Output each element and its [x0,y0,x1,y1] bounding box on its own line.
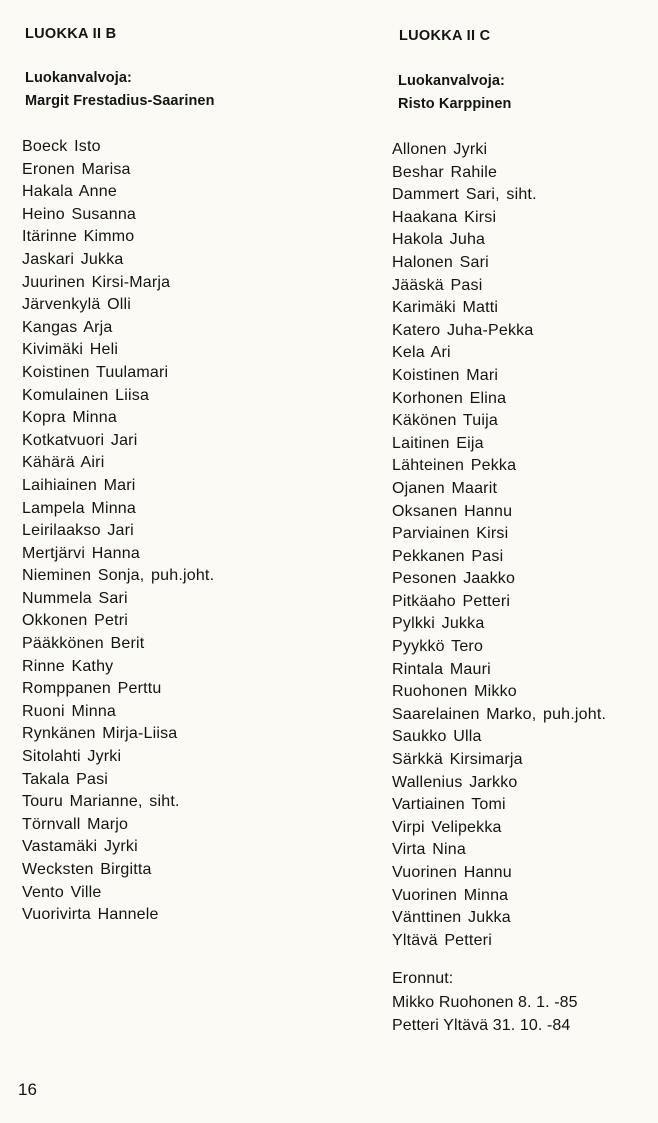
student-name: Mertjärvi Hanna [22,544,140,562]
student-name: Vänttinen Jukka [392,909,511,927]
class-b-student-list [22,136,214,927]
student-name: Kopra Minna [22,409,117,427]
student-name: Rinne Kathy [22,657,114,675]
departed-entry: Petteri Yltävä 31. 10. -84 [392,1017,571,1034]
student-name: Kela Ari [392,344,451,362]
student-name: Okkonen Petri [22,612,128,630]
student-name: Särkkä Kirsimarja [392,751,523,769]
student-name: Sitolahti Jyrki [22,748,122,766]
student-name: Rintala Mauri [392,660,491,678]
student-name: Vastamäki Jyrki [22,838,138,856]
student-name: Pekkanen Pasi [392,547,504,565]
student-name: Kotkatvuori Jari [22,431,138,449]
student-name: Pitkäaho Petteri [392,592,511,610]
student-name: Koistinen Tuulamari [22,363,169,381]
departed-entry: Mikko Ruohonen 8. 1. -85 [392,993,578,1011]
departed-section [392,967,578,1038]
class-b-teacher-name: Margit Frestadius-Saarinen [25,93,215,109]
student-name: Rynkänen Mirja-Liisa [22,725,178,743]
student-name: Nummela Sari [22,589,128,607]
student-name: Dammert Sari, siht. [392,186,537,204]
student-name: Virta Nina [392,841,466,859]
student-name: Vento Ville [22,883,102,901]
student-name: Eronen Marisa [22,160,131,178]
student-name: Wecksten Birgitta [22,861,152,878]
student-name: Haakana Kirsi [392,208,497,226]
student-name: Vuorivirta Hannele [22,906,159,924]
student-name: Karimäki Matti [392,299,499,317]
student-name: Hakola Juha [392,231,486,249]
student-name: Lähteinen Pekka [392,457,517,475]
student-name: Boeck Isto [22,138,101,155]
student-name: Takala Pasi [22,770,109,788]
student-name: Allonen Jyrki [392,141,488,158]
class-c-title: LUOKKA II C [399,28,491,44]
class-c-student-list [392,139,606,952]
student-name: Vuorinen Minna [392,886,509,904]
student-name: Kivimäki Heli [22,341,119,359]
student-name: Beshar Rahile [392,163,498,181]
student-name: Vartiainen Tomi [392,796,506,814]
student-name: Laitinen Eija [392,434,484,452]
student-name: Jääskä Pasi [392,276,483,294]
student-name: Oksanen Hannu [392,502,513,520]
student-name: Vuorinen Hannu [392,864,512,881]
student-name: Nieminen Sonja, puh.joht. [22,567,215,585]
student-name: Halonen Sari [392,253,489,271]
class-c-teacher-name: Risto Karppinen [398,96,512,112]
student-name: Pyykkö Tero [392,638,484,656]
student-name: Wallenius Jarkko [392,773,518,791]
student-name: Käkönen Tuija [392,412,499,430]
student-name: Romppanen Perttu [22,680,162,698]
student-name: Touru Marianne, siht. [22,793,180,811]
student-name: Virpi Velipekka [392,818,502,836]
student-name: Katero Juha-Pekka [392,321,534,339]
departed-label: Eronnut: [392,970,454,987]
student-name: Järvenkylä Olli [22,296,132,314]
student-name: Yltävä Petteri [392,931,492,949]
student-name: Pylkki Jukka [392,615,485,633]
student-name: Komulainen Liisa [22,386,150,404]
student-name: Ojanen Maarit [392,479,498,497]
student-name: Kangas Arja [22,318,113,336]
student-name: Lampela Minna [22,499,136,517]
student-name: Laihiainen Mari [22,476,136,494]
student-name: Juurinen Kirsi-Marja [22,273,171,291]
student-name: Heino Susanna [22,205,137,223]
class-c-teacher-label: Luokanvalvoja: [398,73,505,89]
student-name: Jaskari Jukka [22,250,124,268]
student-name: Saukko Ulla [392,728,482,746]
student-name: Pääkkönen Berit [22,635,145,653]
student-name: Leirilaakso Jari [22,522,134,540]
student-name: Koistinen Mari [392,366,499,384]
student-name: Ruoni Minna [22,702,117,720]
student-name: Saarelainen Marko, puh.joht. [392,705,607,723]
student-name: Hakala Anne [22,183,117,201]
class-b-teacher-label: Luokanvalvoja: [25,70,132,86]
student-name: Pesonen Jaakko [392,570,516,588]
class-b-title: LUOKKA II B [25,26,117,42]
student-name: Parviainen Kirsi [392,525,509,543]
student-name: Itärinne Kimmo [22,228,135,246]
student-name: Korhonen Elina [392,389,507,407]
student-name: Ruohonen Mikko [392,683,517,701]
page-number: 16 [18,1080,37,1099]
student-name: Törnvall Marjo [22,815,129,833]
student-name: Kähärä Airi [22,454,105,472]
